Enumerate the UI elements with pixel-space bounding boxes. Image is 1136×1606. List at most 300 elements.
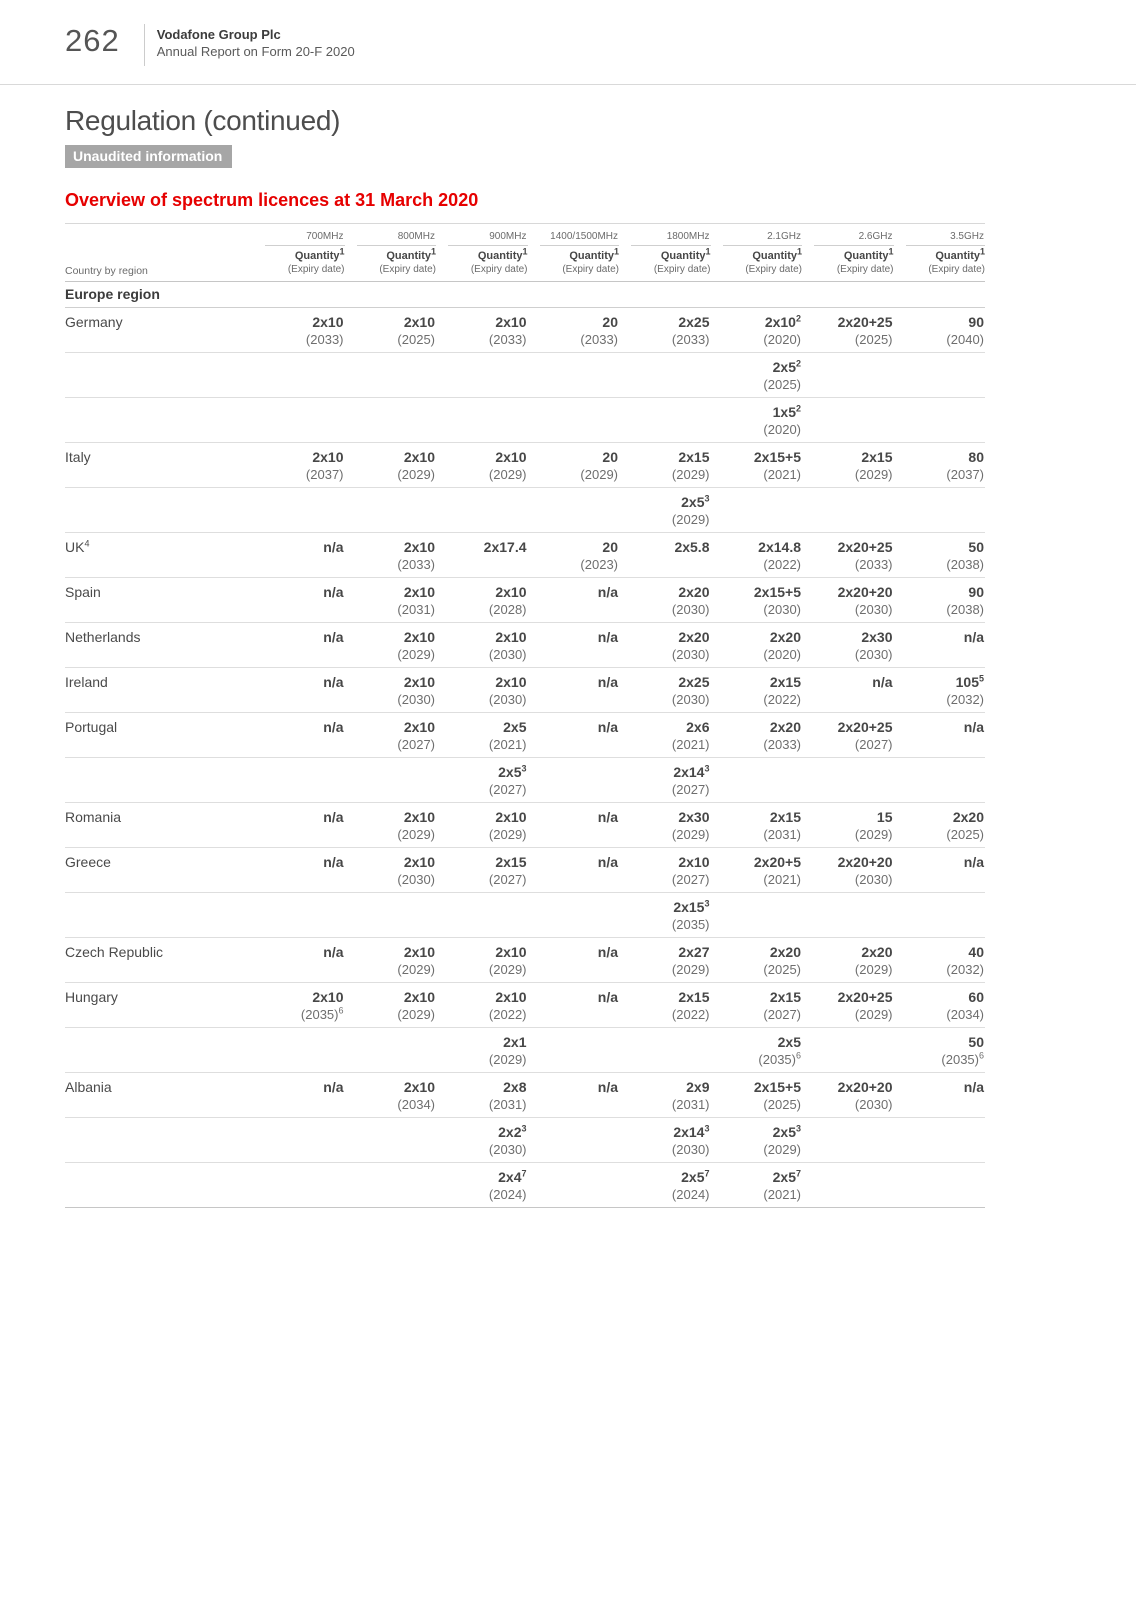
quantity-value: 2x20+25	[837, 539, 893, 555]
table-row	[65, 848, 985, 893]
table-cell	[894, 1028, 986, 1073]
country-name	[65, 488, 253, 533]
table-cell	[253, 578, 345, 623]
expiry-value: (2034)	[946, 1007, 984, 1022]
table-cell	[253, 938, 345, 983]
table-cell	[619, 803, 711, 848]
band-column-header	[436, 224, 528, 282]
table-cell	[802, 848, 894, 893]
expiry-value: (2040)	[946, 332, 984, 347]
quantity-value: 2x20+25	[837, 719, 893, 735]
table-row	[65, 308, 985, 353]
table-row	[65, 668, 985, 713]
table-cell	[345, 443, 437, 488]
table-cell	[894, 578, 986, 623]
table-cell	[436, 353, 528, 398]
quantity-value: $105^5$	[955, 673, 984, 690]
table-cell	[253, 848, 345, 893]
table-cell	[711, 443, 803, 488]
quantity-value: 2x20	[861, 944, 893, 960]
quantity-value: 2x10	[403, 809, 435, 825]
table-cell	[345, 1118, 437, 1163]
table-cell	[894, 668, 986, 713]
quantity-value: 2x5	[503, 719, 527, 735]
quantity-value: n/a	[323, 719, 344, 735]
table-cell	[802, 488, 894, 533]
quantity-value: 2x10	[403, 674, 435, 690]
expiry-value: (2030)	[671, 1142, 710, 1157]
table-cell	[802, 1028, 894, 1073]
table-cell	[619, 983, 711, 1028]
expiry-value: (2024)	[671, 1187, 710, 1202]
table-cell	[528, 713, 620, 758]
quantity-label: Quantity$^1$	[935, 246, 985, 262]
band-label: 700MHz	[265, 228, 345, 246]
country-name	[65, 1163, 253, 1208]
table-cell	[528, 398, 620, 443]
table-row	[65, 713, 985, 758]
table-cell	[345, 848, 437, 893]
table-cell	[528, 353, 620, 398]
expiry-value: (2035)	[671, 917, 710, 932]
expiry-value: (2029)	[397, 647, 435, 662]
quantity-value: 2x20+20	[837, 854, 893, 870]
table-cell	[619, 353, 711, 398]
table-cell	[894, 938, 986, 983]
table-cell	[345, 623, 437, 668]
table-cell	[436, 578, 528, 623]
country-name: $UK^4$	[65, 538, 90, 555]
expiry-value: (2027)	[397, 737, 435, 752]
table-row	[65, 443, 985, 488]
table-cell	[711, 983, 803, 1028]
table-cell	[894, 1073, 986, 1118]
quantity-value: $2x5^3$	[498, 763, 527, 780]
table-cell	[711, 1118, 803, 1163]
band-column-header	[802, 224, 894, 282]
table-cell	[894, 488, 986, 533]
country-name: Czech Republic	[65, 944, 164, 960]
quantity-value: 2x5	[777, 1034, 801, 1050]
table-cell	[619, 938, 711, 983]
quantity-value: 2x25	[678, 674, 710, 690]
table-cell	[436, 1118, 528, 1163]
band-label: 800MHz	[357, 228, 437, 246]
expiry-value: (2030)	[671, 602, 710, 617]
expiry-value: (2029)	[671, 827, 710, 842]
quantity-label: Quantity$^1$	[294, 246, 345, 262]
quantity-value: 2x15+5	[753, 449, 801, 465]
expiry-value: (2029)	[671, 512, 710, 527]
quantity-value: 2x20	[769, 944, 801, 960]
table-cell	[619, 488, 711, 533]
table-cell	[253, 1163, 345, 1208]
table-cell	[619, 308, 711, 353]
table-cell	[619, 713, 711, 758]
quantity-value: 2x10	[495, 629, 527, 645]
expiry-value: (2022)	[671, 1007, 710, 1022]
expiry-value: (2027)	[763, 1007, 801, 1022]
quantity-value: 2x20	[678, 584, 710, 600]
quantity-value: $2x14^3$	[673, 763, 710, 780]
table-row	[65, 893, 985, 938]
table-cell	[528, 1118, 620, 1163]
table-cell	[619, 443, 711, 488]
country-name: Italy	[65, 449, 91, 465]
quantity-value: n/a	[597, 584, 618, 600]
expiry-value: (2023)	[580, 557, 618, 572]
table-cell	[253, 623, 345, 668]
table-cell	[711, 353, 803, 398]
quantity-value: n/a	[323, 809, 344, 825]
band-label: 3.5GHz	[906, 228, 986, 246]
table-cell	[253, 488, 345, 533]
country-name	[65, 893, 253, 938]
table-cell	[802, 713, 894, 758]
table-cell	[253, 1028, 345, 1073]
table-cell	[528, 668, 620, 713]
table-cell	[711, 578, 803, 623]
country-name	[65, 398, 253, 443]
table-cell	[619, 1118, 711, 1163]
quantity-value: 2x10	[495, 809, 527, 825]
quantity-value: $2x5^3$	[772, 1123, 801, 1140]
quantity-value: 2x15	[769, 809, 801, 825]
quantity-value: 2x10	[312, 449, 344, 465]
expiry-value: (2033)	[580, 332, 618, 347]
expiry-label: (Expiry date)	[928, 264, 985, 275]
country-name: Ireland	[65, 674, 108, 690]
quantity-value: 2x10	[678, 854, 710, 870]
expiry-value: (2030)	[397, 692, 435, 707]
spectrum-licences-table	[65, 223, 985, 1208]
table-cell	[802, 893, 894, 938]
expiry-value: (2034)	[397, 1097, 435, 1112]
quantity-value: 2x27	[678, 944, 710, 960]
expiry-value: (2024)	[488, 1187, 527, 1202]
country-column-header: Country by region	[65, 265, 148, 277]
table-cell	[528, 488, 620, 533]
table-row	[65, 983, 985, 1028]
table-cell	[528, 308, 620, 353]
quantity-value: 2x15	[495, 854, 527, 870]
quantity-value: 2x10	[495, 944, 527, 960]
table-cell	[711, 1028, 803, 1073]
table-row	[65, 1073, 985, 1118]
expiry-value: (2021)	[763, 872, 801, 887]
quantity-value: 2x15+5	[753, 584, 801, 600]
table-row	[65, 803, 985, 848]
quantity-value: n/a	[963, 629, 984, 645]
quantity-label: Quantity$^1$	[843, 246, 894, 262]
expiry-value: (2033)	[763, 737, 801, 752]
expiry-value: (2037)	[946, 467, 984, 482]
quantity-value: 2x5.8	[674, 539, 710, 555]
quantity-value: n/a	[323, 854, 344, 870]
quantity-value: 2x20	[678, 629, 710, 645]
quantity-value: $2x5^2$	[772, 358, 801, 375]
expiry-value: (2027)	[488, 782, 527, 797]
table-cell	[894, 713, 986, 758]
table-cell	[436, 623, 528, 668]
quantity-value: 2x25	[678, 314, 710, 330]
table-row	[65, 758, 985, 803]
table-cell	[345, 398, 437, 443]
table-cell	[894, 398, 986, 443]
table-cell	[619, 398, 711, 443]
expiry-value: (2038)	[946, 557, 984, 572]
table-cell	[802, 533, 894, 578]
expiry-label: (Expiry date)	[287, 264, 345, 275]
expiry-value: (2029)	[854, 962, 893, 977]
table-cell	[436, 1028, 528, 1073]
quantity-value: n/a	[597, 989, 618, 1005]
expiry-value: (2025)	[763, 962, 801, 977]
expiry-value: (2027)	[488, 872, 527, 887]
expiry-value: (2031)	[763, 827, 801, 842]
quantity-value: n/a	[597, 629, 618, 645]
page-number: 262	[65, 23, 120, 58]
expiry-value: (2030)	[397, 872, 435, 887]
table-cell	[345, 353, 437, 398]
expiry-value: (2031)	[488, 1097, 527, 1112]
table-cell	[619, 578, 711, 623]
quantity-value: 2x10	[403, 629, 435, 645]
table-cell	[802, 803, 894, 848]
quantity-value: n/a	[597, 674, 618, 690]
expiry-value: (2029)	[854, 827, 893, 842]
expiry-value: (2029)	[397, 962, 435, 977]
expiry-value: (2030)	[488, 1142, 527, 1157]
quantity-value: n/a	[323, 584, 344, 600]
expiry-value: (2030)	[854, 872, 893, 887]
table-cell	[802, 353, 894, 398]
expiry-value: (2032)	[946, 692, 984, 707]
quantity-value: 2x20	[769, 629, 801, 645]
expiry-value: (2021)	[488, 737, 527, 752]
expiry-value: (2038)	[946, 602, 984, 617]
table-cell	[253, 1073, 345, 1118]
table-cell	[436, 1163, 528, 1208]
table-row	[65, 1163, 985, 1208]
expiry-value: (2030)	[671, 692, 710, 707]
table-cell	[345, 803, 437, 848]
section-title: Overview of spectrum licences at 31 March 2020	[65, 190, 479, 210]
expiry-value: (2025)	[397, 332, 435, 347]
expiry-value: (2030)	[763, 602, 801, 617]
quantity-value: n/a	[963, 1079, 984, 1095]
band-column-header	[711, 224, 803, 282]
expiry-value: (2030)	[854, 602, 893, 617]
quantity-value: 2x10	[403, 989, 435, 1005]
table-cell	[802, 308, 894, 353]
country-name: Portugal	[65, 719, 118, 735]
quantity-value: 2x15	[861, 449, 893, 465]
report-name: Annual Report on Form 20-F 2020	[156, 44, 355, 59]
quantity-value: $2x5^7$	[772, 1168, 801, 1185]
quantity-value: 20	[602, 539, 618, 555]
table-cell	[528, 1028, 620, 1073]
table-row	[65, 623, 985, 668]
quantity-value: 2x8	[503, 1079, 527, 1095]
quantity-value: 20	[602, 314, 618, 330]
expiry-label: (Expiry date)	[653, 264, 711, 275]
page-content	[65, 105, 985, 1208]
table-cell	[619, 758, 711, 803]
quantity-value: n/a	[963, 854, 984, 870]
table-cell	[894, 353, 986, 398]
table-cell	[436, 1073, 528, 1118]
table-cell	[528, 443, 620, 488]
expiry-value: (2029)	[397, 467, 435, 482]
quantity-value: n/a	[872, 674, 893, 690]
quantity-value: $1x5^2$	[772, 403, 801, 420]
table-cell	[345, 758, 437, 803]
expiry-value: (2030)	[488, 647, 527, 662]
quantity-value: n/a	[597, 1079, 618, 1095]
quantity-value: $2x4^7$	[498, 1168, 527, 1185]
table-cell	[619, 623, 711, 668]
table-row	[65, 1118, 985, 1163]
country-name: Albania	[65, 1079, 112, 1095]
quantity-value: 2x10	[312, 314, 344, 330]
expiry-value: (2029)	[488, 1052, 527, 1067]
quantity-value: 2x15+5	[753, 1079, 801, 1095]
table-header-row	[65, 224, 985, 282]
table-cell	[253, 443, 345, 488]
quantity-value: n/a	[597, 944, 618, 960]
table-cell	[711, 1163, 803, 1208]
quantity-value: n/a	[323, 1079, 344, 1095]
table-cell	[711, 848, 803, 893]
quantity-value: 2x15	[769, 989, 801, 1005]
region-label: Europe region	[65, 282, 985, 308]
band-label: 2.1GHz	[723, 228, 803, 246]
expiry-value: (2029)	[488, 467, 527, 482]
table-cell	[802, 578, 894, 623]
quantity-label: Quantity$^1$	[386, 246, 436, 262]
expiry-label: (Expiry date)	[745, 264, 802, 275]
table-cell	[619, 1028, 711, 1073]
band-column-header	[619, 224, 711, 282]
expiry-value: (2037)	[305, 467, 344, 482]
table-cell	[711, 488, 803, 533]
quantity-value: 2x10	[403, 584, 435, 600]
table-cell	[711, 893, 803, 938]
quantity-value: n/a	[597, 854, 618, 870]
table-cell	[436, 488, 528, 533]
table-cell	[528, 578, 620, 623]
expiry-label: (Expiry date)	[562, 264, 619, 275]
table-cell	[253, 533, 345, 578]
table-row	[65, 398, 985, 443]
expiry-value: (2033)	[671, 332, 710, 347]
table-cell	[345, 578, 437, 623]
expiry-value: (2029)	[763, 1142, 801, 1157]
table-cell	[711, 668, 803, 713]
quantity-value: 2x10	[403, 1079, 435, 1095]
country-name	[65, 1028, 253, 1073]
table-cell	[253, 308, 345, 353]
page-header	[0, 0, 1136, 85]
expiry-value: $(2035)^6$	[758, 1050, 801, 1067]
expiry-value: $(2035)^6$	[941, 1050, 984, 1067]
quantity-value: n/a	[963, 719, 984, 735]
quantity-value: 2x15	[769, 674, 801, 690]
expiry-value: (2025)	[763, 377, 801, 392]
table-cell	[711, 758, 803, 803]
expiry-value: (2025)	[854, 332, 893, 347]
quantity-value: 2x20+5	[753, 854, 801, 870]
expiry-value: (2029)	[580, 467, 618, 482]
expiry-value: (2022)	[763, 692, 801, 707]
expiry-value: (2027)	[854, 737, 893, 752]
table-cell	[253, 353, 345, 398]
table-cell	[802, 443, 894, 488]
table-cell	[802, 938, 894, 983]
table-cell	[894, 803, 986, 848]
table-cell	[619, 893, 711, 938]
table-cell	[436, 668, 528, 713]
quantity-value: n/a	[597, 809, 618, 825]
expiry-value: (2033)	[305, 332, 344, 347]
table-cell	[528, 893, 620, 938]
header-text	[157, 24, 355, 60]
table-cell	[619, 1163, 711, 1208]
table-cell	[619, 1073, 711, 1118]
table-cell	[619, 848, 711, 893]
expiry-value: (2022)	[488, 1007, 527, 1022]
table-cell	[345, 1073, 437, 1118]
quantity-value: 2x10	[403, 854, 435, 870]
table-cell	[345, 308, 437, 353]
expiry-value: (2028)	[488, 602, 527, 617]
table-row	[65, 578, 985, 623]
expiry-value: (2027)	[671, 872, 710, 887]
table-row	[65, 938, 985, 983]
country-name	[65, 758, 253, 803]
table-cell	[802, 398, 894, 443]
page-title: Regulation (continued)	[65, 105, 341, 136]
table-cell	[894, 983, 986, 1028]
quantity-value: 50	[968, 1034, 984, 1050]
quantity-value: 2x10	[403, 539, 435, 555]
table-cell	[528, 938, 620, 983]
table-cell	[802, 1163, 894, 1208]
country-name: Greece	[65, 854, 111, 870]
quantity-label: Quantity$^1$	[752, 246, 802, 262]
country-name: Romania	[65, 809, 122, 825]
table-cell	[528, 803, 620, 848]
table-cell	[345, 533, 437, 578]
quantity-value: 15	[876, 809, 893, 825]
quantity-value: n/a	[597, 719, 618, 735]
table-cell	[802, 758, 894, 803]
expiry-value: (2029)	[854, 467, 893, 482]
table-cell	[894, 758, 986, 803]
quantity-value: n/a	[323, 674, 344, 690]
table-cell	[345, 983, 437, 1028]
quantity-value: 2x20+20	[837, 1079, 893, 1095]
quantity-value: 90	[968, 314, 984, 330]
expiry-value: (2029)	[397, 1007, 435, 1022]
quantity-value: 2x10	[403, 944, 435, 960]
table-cell	[894, 533, 986, 578]
quantity-label: Quantity$^1$	[569, 246, 619, 262]
expiry-value: (2033)	[397, 557, 435, 572]
expiry-value: (2030)	[854, 647, 893, 662]
quantity-value: n/a	[323, 539, 344, 555]
